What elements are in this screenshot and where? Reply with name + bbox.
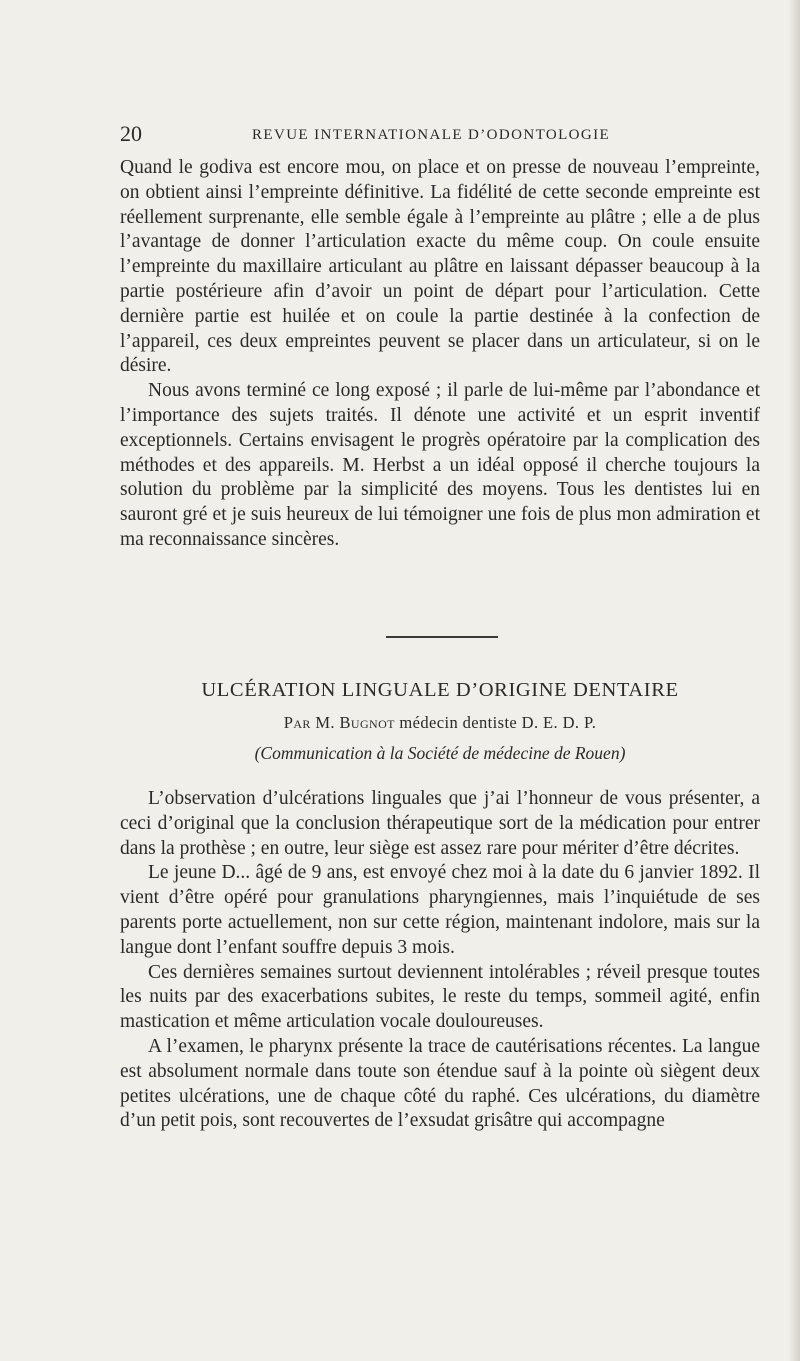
- scan-edge-shadow: [788, 0, 800, 1361]
- paragraph: Le jeune D... âgé de 9 ans, est envoyé chez moi à la date du 6 janvier 1892. Il vient d’être opéré pour granulations pharyngiennes, mais l’inquiétude de ses parents porte actuellement, non sur cette région, maintenant indolore, mais sur la langue dont l’enfant souffre depuis 3 mois.: [120, 862, 760, 958]
- paragraph: Quand le godiva est encore mou, on place et on presse de nouveau l’empreinte, on obtient ainsi l’empreinte définitive. La fidélité de cette seconde empreinte est réellement surprenante, elle semble égale à l’empreinte au plâtre ; elle a de plus l’avantage de donner l’articulation exacte du même coup. On coule ensuite l’empreinte du maxillaire articulant au plâtre en laissant dépasser beaucoup à la partie postérieure afin d’avoir un point de départ pour l’articulation. Cette dernière partie est huilée et on coule la partie destinée à la confection de l’appareil, ces deux empreintes peuvent se placer dans un articulateur, si on le désire.: [120, 157, 760, 377]
- paragraph: A l’examen, le pharynx présente la trace de cautérisations récentes. La langue est absolument normale dans toute son étendue sauf à la pointe où siègent deux petites ulcérations, une de chaque côté du raphé. Ces ulcérations, du diamètre d’un petit pois, sont recouvertes de l’exsudat grisâtre qui accompagne: [120, 1035, 760, 1132]
- article-body: [120, 787, 760, 1134]
- byline-author: Bugnot: [339, 713, 395, 732]
- page-header: [120, 120, 760, 148]
- running-head: REVUE INTERNATIONALE D’ODONTOLOGIE: [252, 127, 611, 143]
- article-communication-note: (Communication à la Société de médecine de Rouen): [254, 743, 626, 763]
- paragraph: Nous avons terminé ce long exposé ; il parle de lui-même par l’abondance et l’importance des sujets traités. Il dénote une activité et un esprit inventif exceptionnels. Certains envisagent le progrès opératoire par la complication des méthodes et des appareils. M. Herbst a un idéal opposé il cherche toujours la solution du problème par la simplicité des moyens. Tous les dentistes lui en sauront gré et je suis heureux de lui témoigner une fois de plus mon admiration et ma reconnaissance sincères.: [120, 380, 760, 550]
- article-byline: [120, 711, 760, 735]
- byline-par: Par: [283, 713, 311, 732]
- article-title: ULCÉRATION LINGUALE D’ORIGINE DENTAIRE: [201, 679, 679, 701]
- section-divider: [386, 636, 498, 638]
- previous-article-text: [120, 156, 760, 553]
- byline-m: M.: [315, 713, 335, 732]
- byline-credentials: médecin dentiste D. E. D. P.: [399, 713, 597, 732]
- paragraph: Ces dernières semaines surtout deviennent intolérables ; réveil presque toutes les nuits par des exacerbations subites, le reste du temps, sommeil agité, enfin mastication et même articulation vocale douloureuses.: [120, 961, 760, 1033]
- page-number: 20: [120, 121, 142, 146]
- paragraph: L’observation d’ulcérations linguales que j’ai l’honneur de vous présenter, a ceci d’original que la conclusion thérapeutique sort de la médication pour entrer dans la prothèse ; en outre, leur siège est assez rare pour mériter d’être décrites.: [120, 788, 760, 859]
